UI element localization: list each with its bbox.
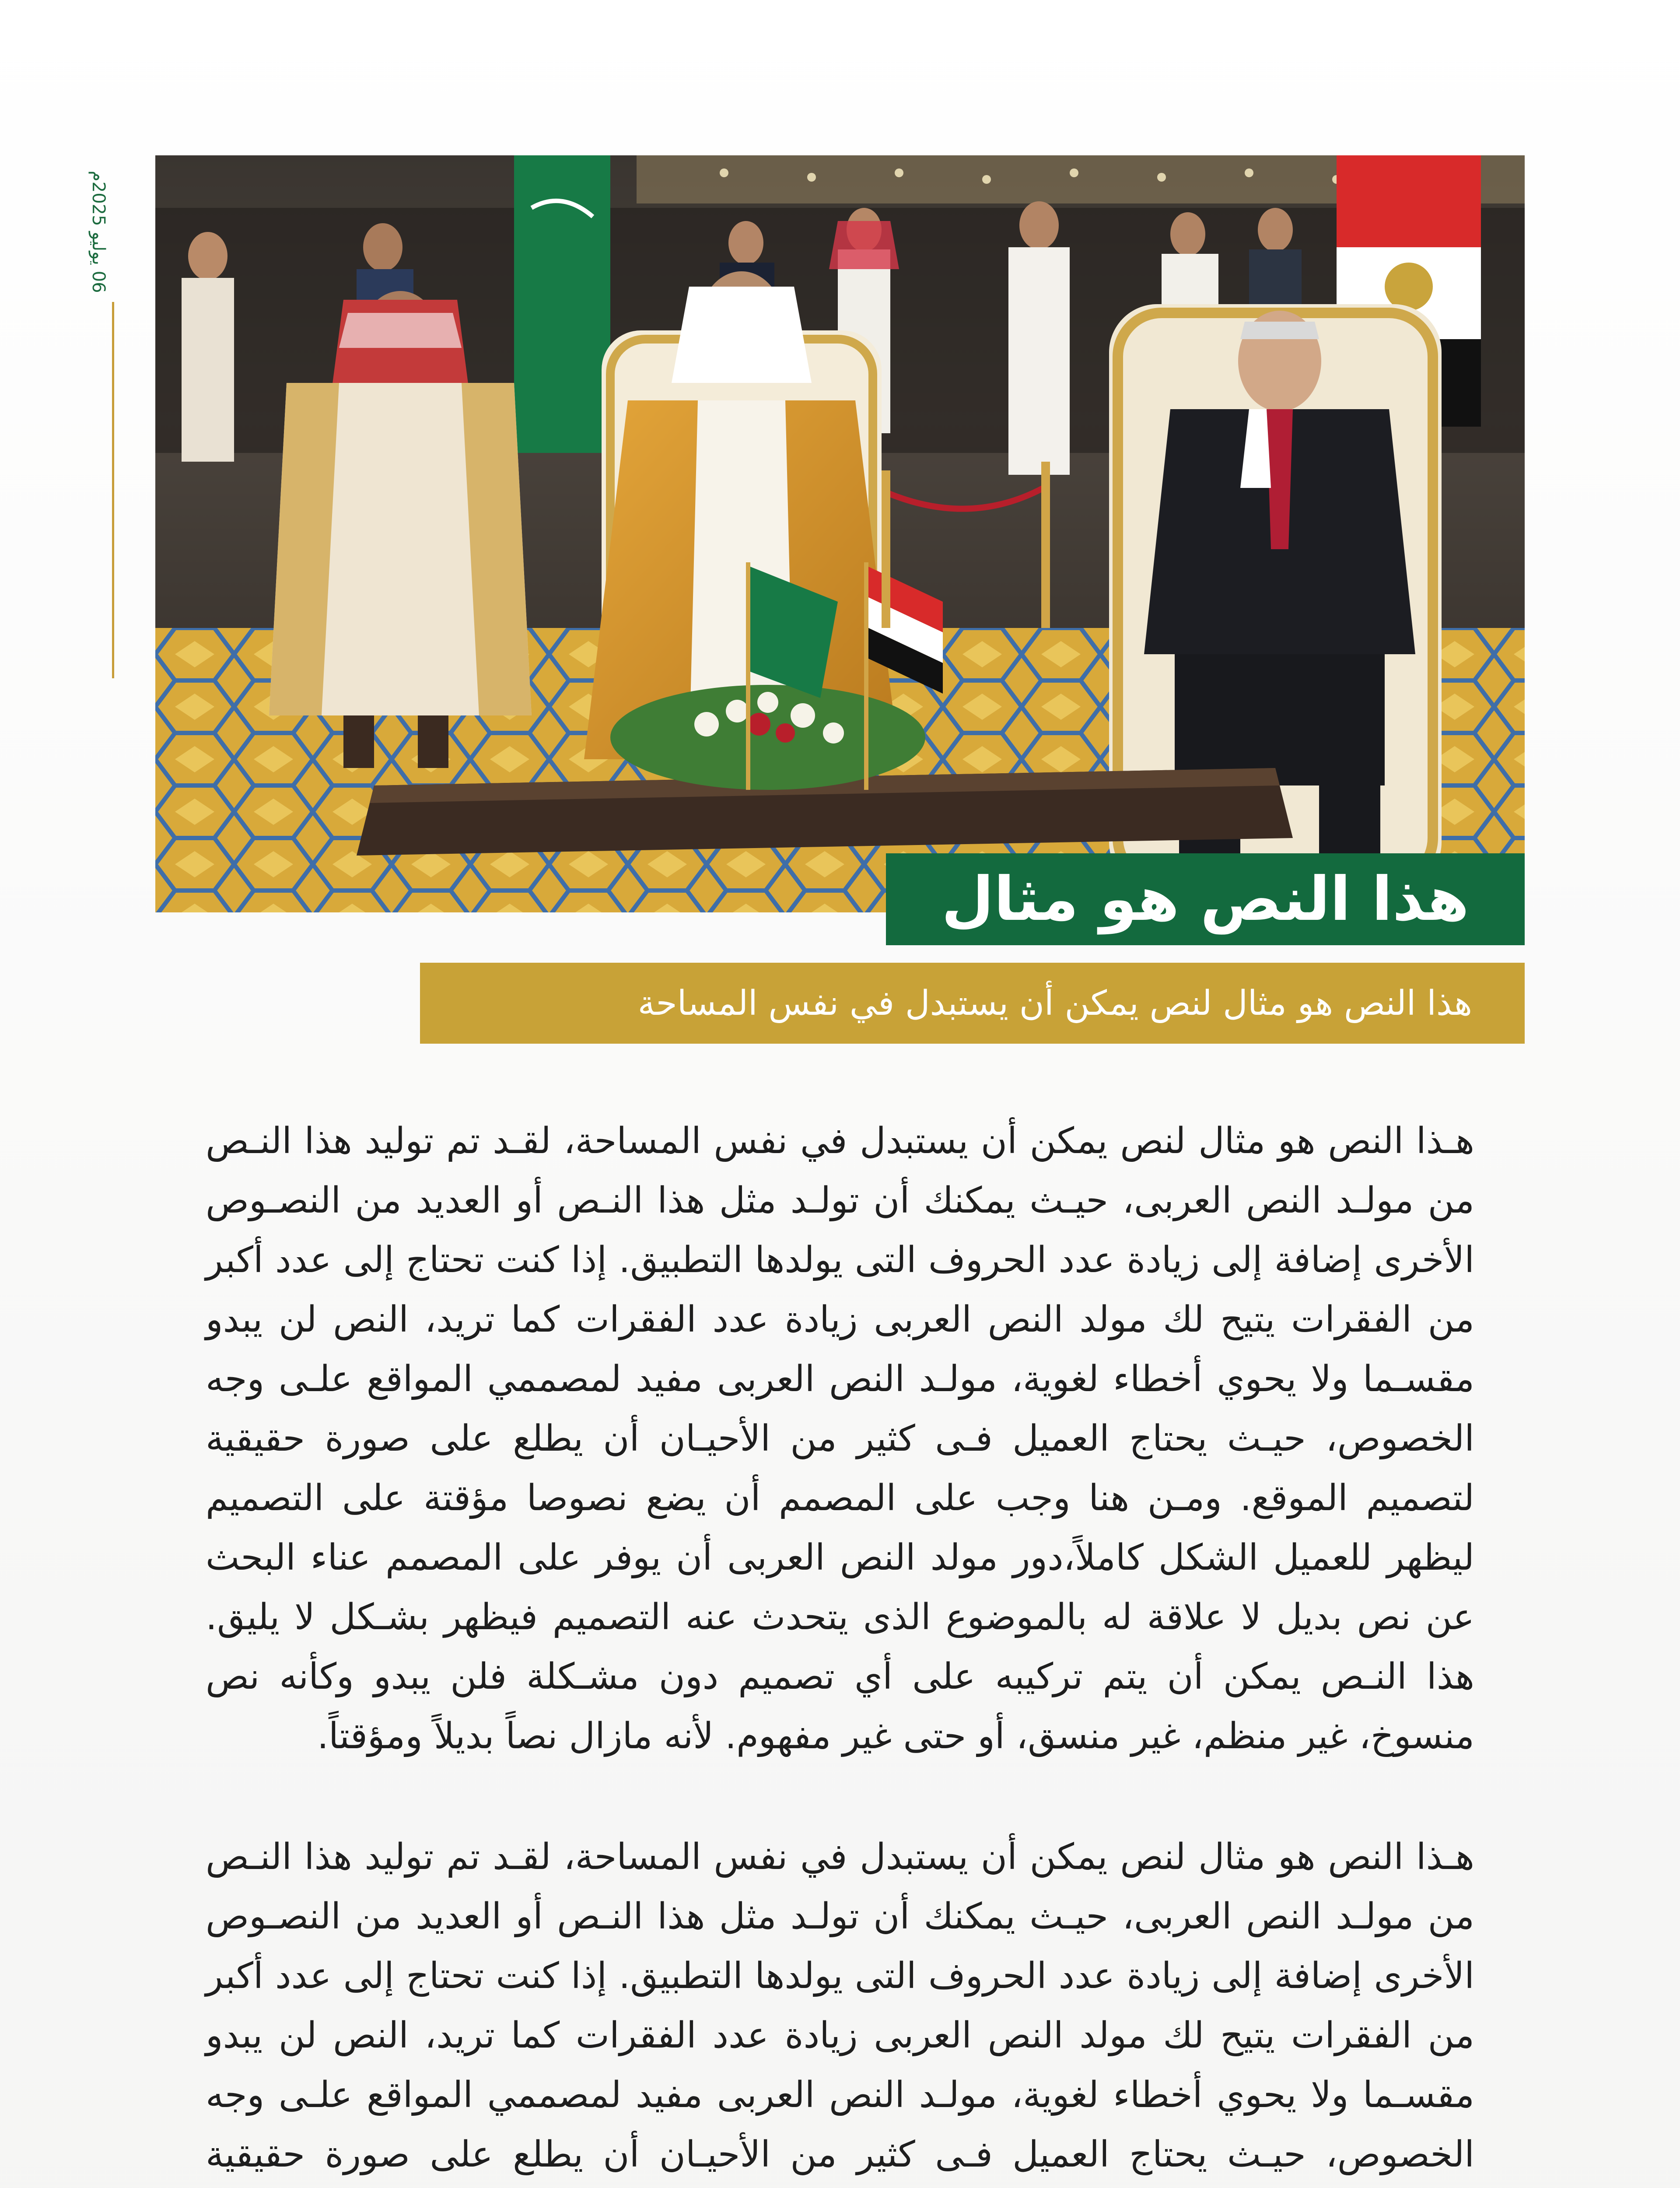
paragraph: هـذا النص هو مثال لنص يمكن أن يستبدل في نفس المساحة، لقـد تم توليد هذا النـص من مولـد النص العربى، حيـث يمكنك أن تولـد مثل هذا النـص أو العديد من النصـوص الأخرى إضافة إلى زيادة عدد الحروف التى يولدها التطبيق. إذا كنت تحتاج إلى عدد أكبر من الفقرات يتيح لك مولد النص العربى زيادة عدد الفقرات كما تريد، النص لن يبدو مقسـما ولا يحوي أخطاء لغوية، مولـد النص العربى مفيد لمصممي المواقع علـى وجه الخصوص، حيـث يحتاج العميل فـى كثير من الأحيـان أن يطلع على صورة حقيقية	[206, 1836, 1474, 2175]
publish-date: 06 يوليو 2025م	[88, 171, 108, 293]
date-column	[74, 158, 113, 521]
event-photo	[155, 155, 1525, 912]
paragraph: هـذا النص هو مثال لنص يمكن أن يستبدل في نفس المساحة، لقـد تم توليد هذا النـص من مولـد النص العربى، حيـث يمكنك أن تولـد مثل هذا النـص أو العديد من النصـوص الأخرى إضافة إلى زيادة عدد الحروف التى يولدها التطبيق. إذا كنت تحتاج إلى عدد أكبر من الفقرات يتيح لك مولد النص العربى زيادة عدد الفقرات كما تريد، النص لن يبدو مقسـما ولا يحوي أخطاء لغوية، مولـد النص العربى مفيد لمصممي المواقع علـى وجه الخصوص، حيـث يحتاج العميل فـى كثير من الأحيـان أن يطلع على صورة حقيقية لتصميم الموقع. ومـن هنا وجب على المصمم أن يضع نصوصا مؤقتة على التصميم ليظهر للعميل الشكل كاملاً،دور مولد النص العربى أن يوفر على المصمم عناء البحث عن نص بديل لا علاقة له بالموضوع الذى يتحدث عنه التصميم فيظهر بشـكل لا يليق. هذا النـص يمكن أن يتم تركيبه على أي تصميم دون مشـكلة فلن يبدو وكأنه نص منسوخ، غير منظم، غير منسق، أو حتى غير مفهوم. لأنه مازال نصاً بديلاً ومؤقتاً.	[206, 1120, 1474, 1757]
headline-subtitle: هذا النص هو مثال لنص يمكن أن يستبدل في نفس المساحة	[637, 983, 1472, 1023]
event-photo-illustration	[155, 155, 1525, 912]
headline-title: هذا النص هو مثال	[941, 864, 1470, 934]
subtitle-banner	[420, 963, 1525, 1044]
headline-banner	[886, 853, 1525, 945]
article-body	[206, 1112, 1474, 2188]
date-divider-line	[112, 302, 114, 678]
